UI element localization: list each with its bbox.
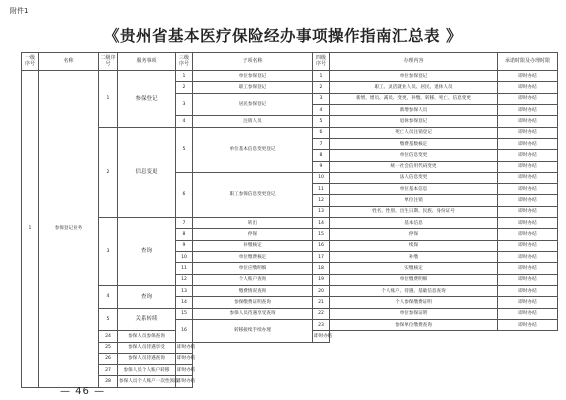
row-content-cell: 单位信息变更 [330, 150, 498, 161]
row-no-cell: 7 [313, 138, 330, 149]
category-no-cell: 1 [99, 71, 118, 128]
subitem-no-cell: 8 [176, 229, 193, 240]
subitem-name-cell: 停保 [193, 229, 313, 240]
subitem-name-cell: 居民参保登记 [193, 93, 313, 116]
row-no-cell: 24 [99, 331, 118, 342]
row-no-cell: 16 [313, 240, 330, 251]
row-content-cell: 退休参保登记 [330, 116, 498, 127]
row-no-cell: 18 [313, 263, 330, 274]
category-no-cell: 4 [99, 285, 118, 308]
row-time-cell: 即时办结 [498, 172, 558, 183]
subitem-name-cell: 单位参保登记 [193, 71, 313, 82]
group-no-cell: 1 [22, 71, 39, 388]
header-content: 办理内容 [330, 53, 498, 71]
row-content-cell: 参保人员个人账户一次性领取 [118, 376, 176, 388]
row-content-cell: 职工、灵活就业人员、居民、退休人员 [330, 82, 498, 93]
page-number: — 46 — [60, 386, 106, 397]
group-name-cell: 参保登记业务 [39, 71, 99, 388]
subitem-no-cell: 1 [176, 71, 193, 82]
row-content-cell: 实缴核定 [330, 263, 498, 274]
row-content-cell: 参保人员待遇查询 [118, 353, 176, 364]
row-time-cell: 即时办结 [498, 308, 558, 319]
row-time-cell: 即时办结 [498, 127, 558, 138]
row-no-cell: 3 [313, 93, 330, 104]
row-no-cell: 28 [99, 376, 118, 388]
row-content-cell: 死亡人员注销登记 [330, 127, 498, 138]
subitem-name-cell: 单位缴费核定 [193, 252, 313, 263]
subitem-name-cell: 单位基本信息变更登记 [193, 127, 313, 172]
header-level3-no: 三级序号 [176, 53, 193, 71]
table-row [22, 285, 558, 296]
row-content-cell: 补缴 [330, 252, 498, 263]
row-time-cell: 即时办结 [498, 218, 558, 229]
subitem-no-cell: 10 [176, 252, 193, 263]
attachment-label: 附件1 [10, 7, 29, 15]
subitem-name-cell: 职工参保信息变更登记 [193, 172, 313, 217]
header-service-item: 服务事项 [118, 53, 176, 71]
row-content-cell: 单位参保证明 [330, 308, 498, 319]
row-time-cell: 即时办结 [498, 252, 558, 263]
table-row [22, 365, 558, 376]
header-level1-no: 一级序号 [22, 53, 39, 71]
subitem-name-cell: 转出 [193, 218, 313, 229]
row-no-cell: 9 [313, 161, 330, 172]
header-time-limit: 承诺时限及办理时限 [498, 53, 558, 71]
subitem-no-cell: 11 [176, 263, 193, 274]
subitem-no-cell: 6 [176, 172, 193, 217]
row-no-cell: 12 [313, 195, 330, 206]
row-no-cell: 11 [313, 184, 330, 195]
subitem-no-cell: 14 [176, 297, 193, 308]
row-no-cell: 6 [313, 127, 330, 138]
row-time-cell: 即时办结 [498, 138, 558, 149]
subitem-no-cell: 13 [176, 285, 193, 296]
row-time-cell: 即时办结 [498, 116, 558, 127]
table-row [22, 308, 558, 319]
header-level4-no: 四级序号 [313, 53, 330, 71]
subitem-name-cell: 参保缴费证明查询 [193, 297, 313, 308]
row-no-cell: 2 [313, 82, 330, 93]
row-time-cell: 即时办结 [176, 353, 193, 364]
row-content-cell: 参保人员待遇享受 [118, 342, 176, 353]
category-name-cell: 参保登记 [118, 71, 176, 128]
row-no-cell: 22 [313, 308, 330, 319]
row-no-cell: 10 [313, 172, 330, 183]
row-content-cell: 单位缴费明细 [330, 274, 498, 285]
row-content-cell: 法人信息变更 [330, 172, 498, 183]
row-content-cell: 单位注销 [330, 195, 498, 206]
row-time-cell: 即时办结 [498, 285, 558, 296]
row-content-cell: 基本信息 [330, 218, 498, 229]
category-no-cell: 3 [99, 218, 118, 286]
row-no-cell: 15 [313, 229, 330, 240]
row-no-cell: 1 [313, 71, 330, 82]
table-row [22, 353, 558, 364]
row-time-cell: 即时办结 [498, 150, 558, 161]
row-no-cell: 13 [313, 206, 330, 217]
row-no-cell: 26 [99, 353, 118, 364]
row-time-cell: 即时办结 [498, 71, 558, 82]
row-content-cell: 参保人员个人账户转移 [118, 365, 176, 376]
subitem-name-cell: 注销人员 [193, 116, 313, 127]
header-subitem-name: 子项名称 [193, 53, 313, 71]
row-content-cell: 参保人员参保查询 [118, 331, 176, 342]
header-level2-no: 二级序号 [99, 53, 118, 71]
subitem-no-cell: 5 [176, 127, 193, 172]
row-content-cell: 新增、增员、减员、变更、补缴、转移、死亡、信息变更 [330, 93, 498, 104]
page-title: 《贵州省基本医疗保险经办事项操作指南汇总表 》 [104, 26, 462, 45]
table-row [22, 127, 558, 138]
subitem-name-cell: 转移接续手续办理 [193, 319, 313, 342]
row-no-cell: 20 [313, 285, 330, 296]
row-time-cell: 即时办结 [313, 331, 330, 342]
row-time-cell: 即时办结 [498, 104, 558, 115]
subitem-no-cell: 12 [176, 274, 193, 285]
row-no-cell: 25 [99, 342, 118, 353]
row-content-cell: 姓名、性别、出生日期、民族、身份证号 [330, 206, 498, 217]
row-time-cell: 即时办结 [498, 206, 558, 217]
row-content-cell: 个人参保缴费证明 [330, 297, 498, 308]
row-no-cell: 14 [313, 218, 330, 229]
row-content-cell: 缴费基数核定 [330, 138, 498, 149]
guide-table [21, 52, 558, 388]
row-no-cell: 17 [313, 252, 330, 263]
table-row [22, 71, 558, 82]
row-time-cell: 即时办结 [176, 376, 193, 388]
row-time-cell: 即时办结 [498, 93, 558, 104]
row-no-cell: 19 [313, 274, 330, 285]
subitem-name-cell: 职工参保登记 [193, 82, 313, 93]
row-time-cell: 即时办结 [498, 184, 558, 195]
row-content-cell: 停保 [330, 229, 498, 240]
row-time-cell: 即时办结 [498, 274, 558, 285]
row-time-cell: 即时办结 [498, 240, 558, 251]
row-time-cell: 即时办结 [176, 342, 193, 353]
subitem-no-cell: 2 [176, 82, 193, 93]
row-time-cell: 即时办结 [498, 229, 558, 240]
category-name-cell: 查询 [118, 285, 176, 308]
row-content-cell: 统一社会信用代码变更 [330, 161, 498, 172]
row-time-cell: 即时办结 [176, 365, 193, 376]
table-row [22, 218, 558, 229]
subitem-no-cell: 3 [176, 93, 193, 116]
table-row [22, 342, 558, 353]
category-no-cell: 5 [99, 308, 118, 331]
category-name-cell: 关系转续 [118, 308, 176, 331]
subitem-no-cell: 7 [176, 218, 193, 229]
row-time-cell: 即时办结 [498, 297, 558, 308]
row-time-cell: 即时办结 [498, 161, 558, 172]
row-no-cell: 27 [99, 365, 118, 376]
row-no-cell: 4 [313, 104, 330, 115]
category-name-cell: 信息变更 [118, 127, 176, 218]
row-time-cell: 即时办结 [498, 195, 558, 206]
category-name-cell: 查询 [118, 218, 176, 286]
header-name: 名称 [39, 53, 99, 71]
subitem-name-cell: 参保人员待遇享受查询 [193, 308, 313, 319]
row-content-cell: 参保单位缴费查询 [330, 319, 498, 330]
subitem-no-cell: 16 [176, 319, 193, 342]
subitem-name-cell: 缴费情况查询 [193, 285, 313, 296]
row-no-cell: 23 [313, 319, 330, 330]
row-content-cell: 个人账户、待遇、基础信息查询 [330, 285, 498, 296]
header-row [22, 53, 558, 71]
subitem-no-cell: 15 [176, 308, 193, 319]
subitem-name-cell: 补缴核定 [193, 240, 313, 251]
row-no-cell: 5 [313, 116, 330, 127]
subitem-no-cell: 4 [176, 116, 193, 127]
row-time-cell: 即时办结 [498, 82, 558, 93]
category-no-cell: 2 [99, 127, 118, 218]
subitem-name-cell: 单位应缴明细 [193, 263, 313, 274]
row-time-cell: 即时办结 [498, 319, 558, 330]
row-content-cell: 单位参保登记 [330, 71, 498, 82]
row-content-cell: 单位基本信息 [330, 184, 498, 195]
row-no-cell: 8 [313, 150, 330, 161]
subitem-no-cell: 9 [176, 240, 193, 251]
row-time-cell: 即时办结 [498, 263, 558, 274]
subitem-name-cell: 个人账户查询 [193, 274, 313, 285]
row-content-cell: 续保 [330, 240, 498, 251]
row-content-cell: 新增参保人员 [330, 104, 498, 115]
row-no-cell: 21 [313, 297, 330, 308]
